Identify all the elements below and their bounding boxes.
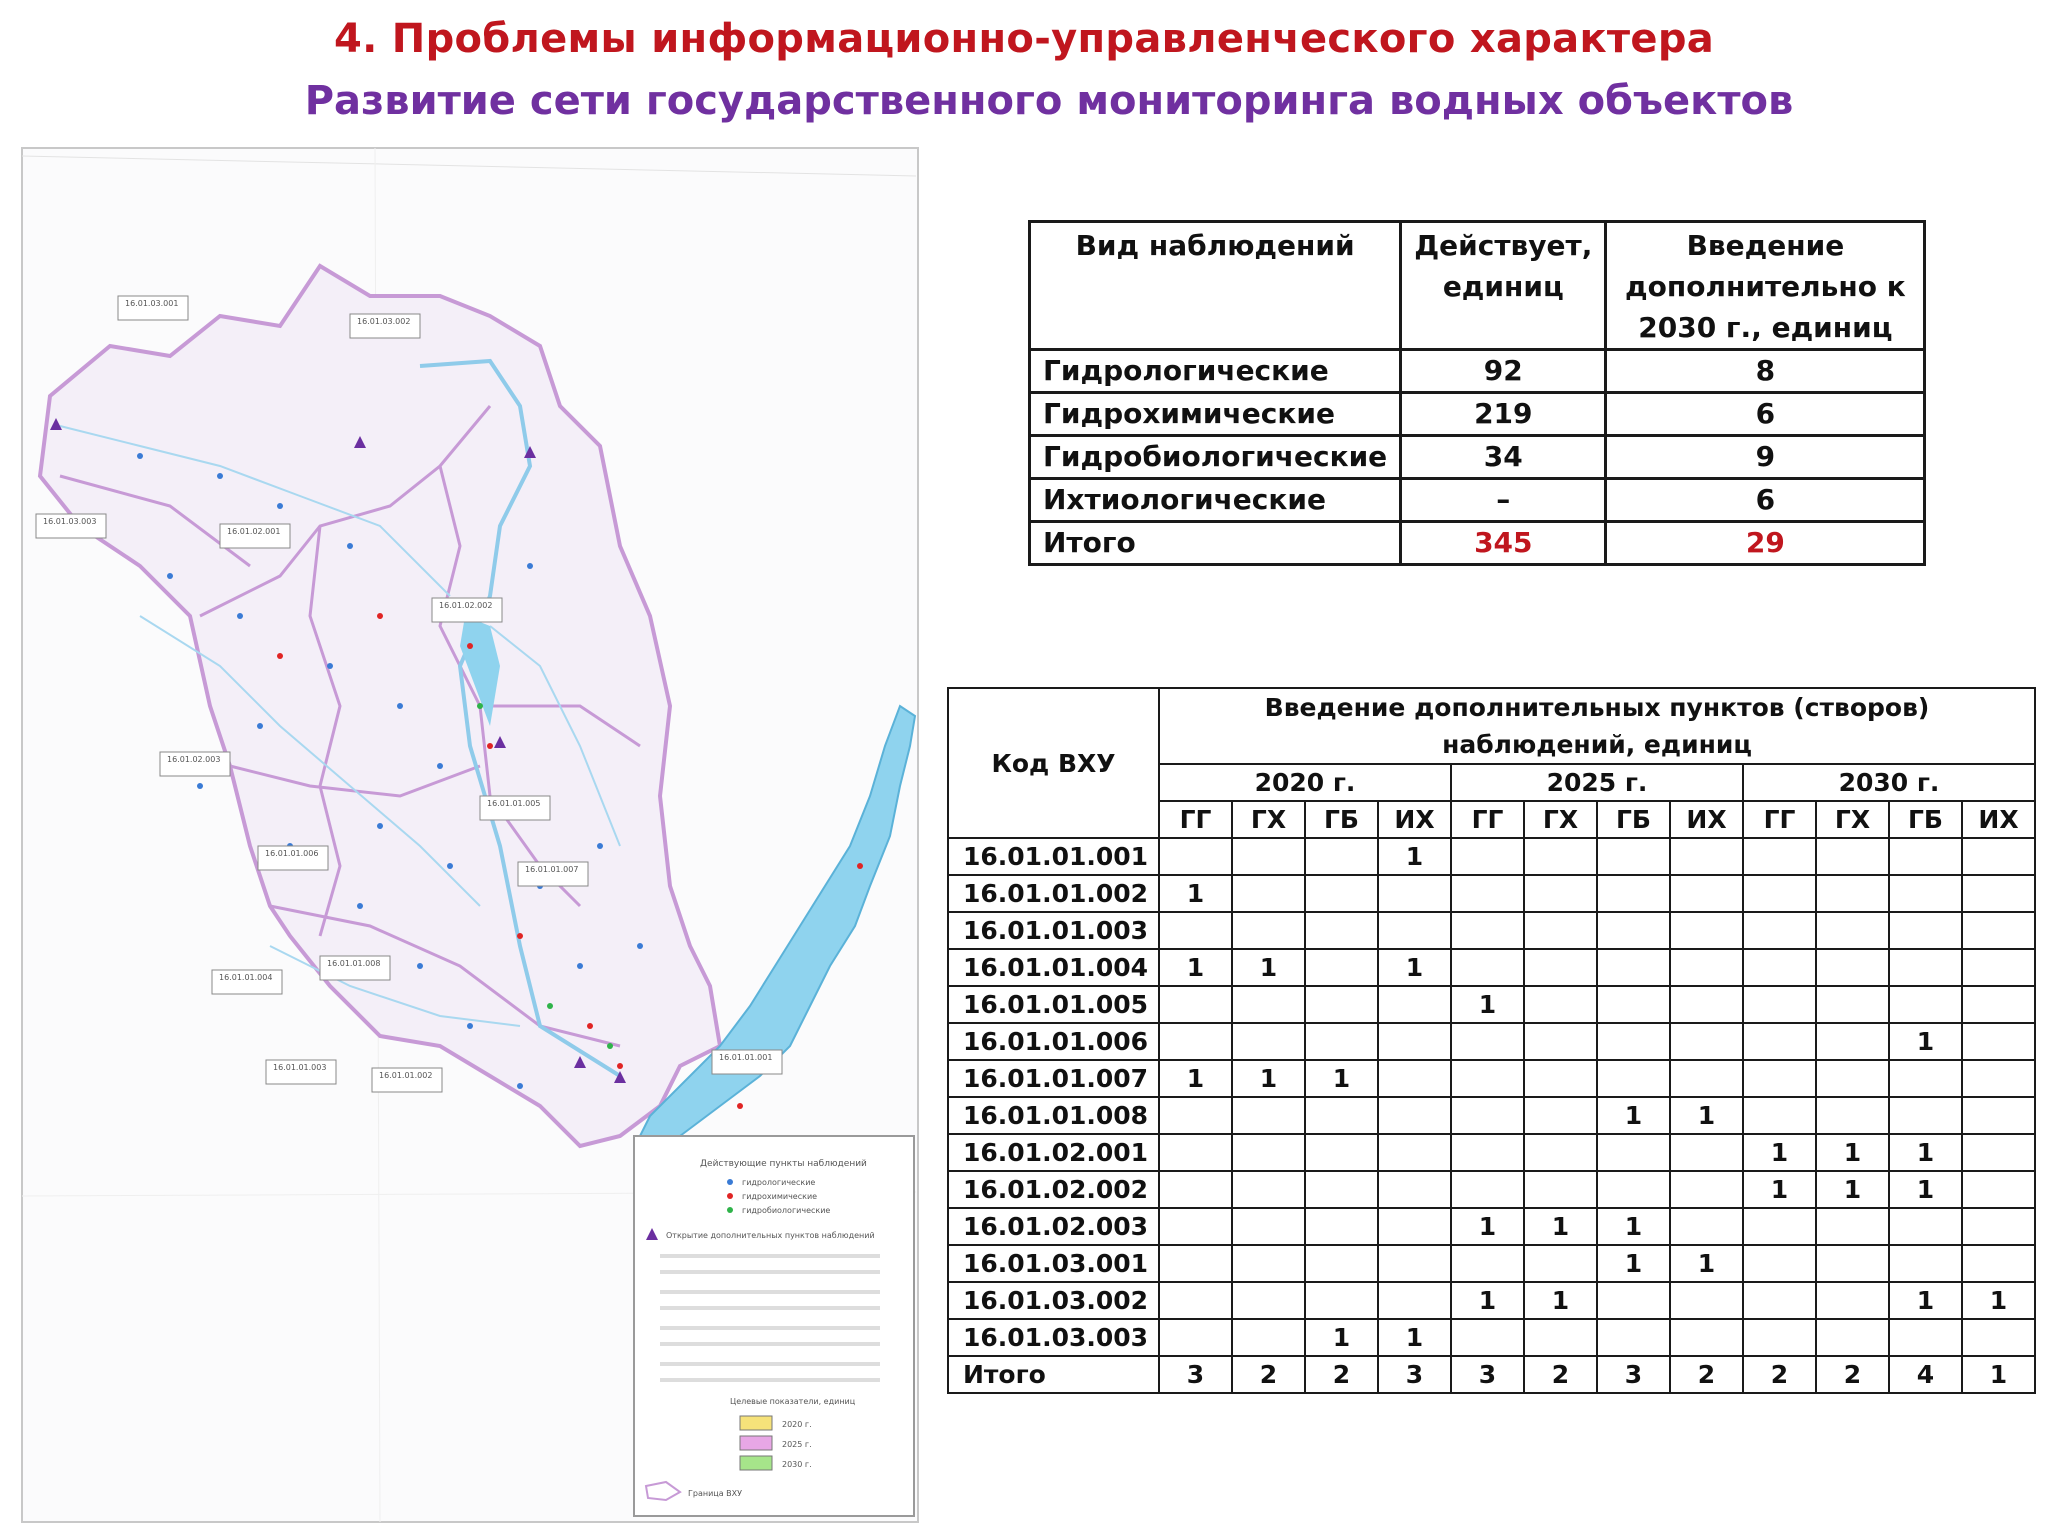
table-cell [1597,875,1670,912]
vhu-code: 16.01.02.001 [948,1134,1159,1171]
table-cell: 1 [1889,1171,1962,1208]
table-cell [1670,949,1743,986]
table-cell [1451,1060,1524,1097]
table-cell [1378,1208,1451,1245]
table-cell [1451,949,1524,986]
table-cell [1889,986,1962,1023]
svg-text:2030 г.: 2030 г. [782,1460,812,1469]
table-row [948,1208,2035,1245]
table-cell [1743,986,1816,1023]
table-cell [1962,1134,2035,1171]
table-cell [1670,875,1743,912]
table-cell: 1 [1159,949,1232,986]
table-cell [1597,912,1670,949]
table-cell [1889,1060,1962,1097]
map-label: 16.01.01.007 [525,865,579,874]
table-cell [1451,838,1524,875]
table-cell [1597,949,1670,986]
table-row [948,875,2035,912]
map-label: 16.01.02.002 [439,601,493,610]
table-cell: 1 [1451,986,1524,1023]
col-header-added: Введение дополнительно к 2030 г., единиц [1606,222,1925,350]
vhu-code: 16.01.03.001 [948,1245,1159,1282]
vhu-code: 16.01.01.004 [948,949,1159,986]
svg-text:гидрологические: гидрологические [742,1178,816,1187]
table-cell [1889,1097,1962,1134]
table-cell [1232,912,1305,949]
type-header: ГБ [1889,801,1962,838]
table-cell [1232,1208,1305,1245]
table-cell [1524,875,1597,912]
table-cell [1889,838,1962,875]
table-row [948,1171,2035,1208]
table-cell [1670,1208,1743,1245]
table-cell: 1 [1743,1171,1816,1208]
table-cell [1816,1245,1889,1282]
table-cell: 1 [1670,1245,1743,1282]
vhu-code: 16.01.03.003 [948,1319,1159,1356]
table-cell [1889,949,1962,986]
table-cell [1670,1171,1743,1208]
table-row [948,912,2035,949]
table-cell: 1 [1597,1208,1670,1245]
type-header: ГХ [1816,801,1889,838]
vhu-code: 16.01.01.001 [948,838,1159,875]
table-cell [1524,986,1597,1023]
svg-text:Целевые показатели, единиц: Целевые показатели, единиц [730,1397,856,1406]
table-cell: 1 [1816,1171,1889,1208]
vhu-code: 16.01.01.007 [948,1060,1159,1097]
table-cell [1524,949,1597,986]
table-cell [1232,1319,1305,1356]
type-header: ГХ [1232,801,1305,838]
table-cell [1962,1097,2035,1134]
table-cell [1159,1319,1232,1356]
table-cell [1597,1319,1670,1356]
table-row: Ихтиологические – 6 [1030,479,1925,522]
table-row [948,1282,2035,1319]
basin-map [20,146,920,1524]
table-cell [1743,1245,1816,1282]
type-header: ГБ [1597,801,1670,838]
table-cell [1743,1097,1816,1134]
col-header-active: Действует, единиц [1401,222,1606,350]
table-cell [1743,1060,1816,1097]
table-cell [1816,1097,1889,1134]
table-row [948,1097,2035,1134]
table-cell [1378,1134,1451,1171]
table-cell [1305,1245,1378,1282]
type-header: ГБ [1305,801,1378,838]
table-cell [1232,875,1305,912]
table-total-row [948,1356,2035,1393]
table-cell [1816,838,1889,875]
table-cell: 1 [1232,1060,1305,1097]
vhu-code: 16.01.01.005 [948,986,1159,1023]
svg-text:2025 г.: 2025 г. [782,1440,812,1449]
table-cell: 3 [1597,1356,1670,1393]
table-cell: 2 [1305,1356,1378,1393]
table-cell: 3 [1378,1356,1451,1393]
svg-text:2020 г.: 2020 г. [782,1420,812,1429]
table-cell [1816,875,1889,912]
table-cell: 3 [1451,1356,1524,1393]
table-cell [1889,1319,1962,1356]
table-cell [1889,1208,1962,1245]
table-cell [1962,838,2035,875]
table-cell [1378,1171,1451,1208]
svg-text:Граница ВХУ: Граница ВХУ [688,1489,743,1498]
table-cell [1305,1282,1378,1319]
table-cell [1305,1097,1378,1134]
table-cell [1378,986,1451,1023]
table-cell [1159,1097,1232,1134]
table-cell [1378,1282,1451,1319]
table-row [948,838,2035,875]
table-cell [1962,949,2035,986]
vhu-code: 16.01.03.002 [948,1282,1159,1319]
table-cell [1378,1245,1451,1282]
table-cell [1159,838,1232,875]
table-cell [1159,1245,1232,1282]
table-cell [1743,949,1816,986]
table-cell [1670,912,1743,949]
vhu-code: 16.01.01.002 [948,875,1159,912]
table-cell [1305,912,1378,949]
observation-summary-table [1028,220,1926,566]
table-cell: 1 [1305,1319,1378,1356]
table-cell [1743,1208,1816,1245]
table-cell: 1 [1889,1023,1962,1060]
table-row [948,1023,2035,1060]
table-cell [1378,1097,1451,1134]
table-cell [1305,949,1378,986]
table-cell [1889,875,1962,912]
table-cell [1451,1023,1524,1060]
table-header-row [1030,222,1925,350]
slide-title: 4. Проблемы информационно-управленческого характера [333,16,1715,62]
table-row: Гидробиологические 34 9 [1030,436,1925,479]
table-cell [1743,1319,1816,1356]
table-cell [1232,838,1305,875]
table-cell: 1 [1378,949,1451,986]
year-header: 2025 г. [1451,764,1743,801]
table-cell [1670,1282,1743,1319]
table-cell: 2 [1232,1356,1305,1393]
type-header: ГГ [1159,801,1232,838]
table-cell [1597,1282,1670,1319]
table-cell: 1 [1305,1060,1378,1097]
map-label: 16.01.01.004 [219,973,273,982]
table-cell [1159,1208,1232,1245]
vhu-code: 16.01.02.002 [948,1171,1159,1208]
slide-subtitle: Развитие сети государственного мониторинга водных объектов [304,78,1794,124]
table-cell [1451,1097,1524,1134]
table-cell: 1 [1451,1208,1524,1245]
type-header: ИХ [1962,801,2035,838]
map-label: 16.01.03.002 [357,317,411,326]
map-label: 16.01.02.001 [227,527,281,536]
map-label: 16.01.01.005 [487,799,541,808]
table-cell [1159,1171,1232,1208]
table-cell [1743,838,1816,875]
table-cell: 2 [1816,1356,1889,1393]
table-cell [1816,1023,1889,1060]
table-cell: 1 [1378,838,1451,875]
table-cell [1597,1171,1670,1208]
table-cell [1816,1282,1889,1319]
table-cell [1962,1060,2035,1097]
table-cell [1597,1134,1670,1171]
table-cell: 1 [1159,875,1232,912]
table-cell [1597,1060,1670,1097]
table-cell [1232,1245,1305,1282]
svg-text:Открытие дополнительных пункто: Открытие дополнительных пунктов наблюдений [666,1231,875,1240]
table-cell [1962,912,2035,949]
table-cell: 1 [1232,949,1305,986]
table-cell [1378,1023,1451,1060]
map-label: 16.01.03.001 [125,299,179,308]
map-label: 16.01.03.003 [43,517,97,526]
table-cell [1743,912,1816,949]
table-cell [1451,1134,1524,1171]
table-cell [1524,1097,1597,1134]
table-cell [1232,1023,1305,1060]
table-cell [1451,875,1524,912]
table-cell [1232,1134,1305,1171]
table-cell: 1 [1597,1245,1670,1282]
table-cell [1305,1171,1378,1208]
table-cell [1451,912,1524,949]
table-cell [1670,1060,1743,1097]
col-header-type: Вид наблюдений [1030,222,1401,350]
table-cell: 3 [1159,1356,1232,1393]
table-cell [1743,1282,1816,1319]
table-row: Гидрохимические 219 6 [1030,393,1925,436]
type-header: ИХ [1378,801,1451,838]
table-cell [1232,1282,1305,1319]
table-cell [1524,1134,1597,1171]
table-cell: 1 [1451,1282,1524,1319]
type-header: ИХ [1670,801,1743,838]
table-row [948,1060,2035,1097]
type-header: ГГ [1743,801,1816,838]
vhu-code: 16.01.01.006 [948,1023,1159,1060]
table-cell [1816,949,1889,986]
legend-title: Действующие пункты наблюдений [700,1159,867,1169]
table-cell: 4 [1889,1356,1962,1393]
table-cell [1524,1023,1597,1060]
map-label: 16.01.01.008 [327,959,381,968]
table-cell [1159,1023,1232,1060]
table-cell [1597,986,1670,1023]
table-cell [1305,875,1378,912]
vhu-code: Итого [948,1356,1159,1393]
table-cell: 1 [1816,1134,1889,1171]
table-row [948,1245,2035,1282]
table-cell [1524,1245,1597,1282]
table-cell [1305,1208,1378,1245]
map-label: 16.01.01.003 [273,1063,327,1072]
type-header: ГХ [1524,801,1597,838]
table-cell: 1 [1743,1134,1816,1171]
table-cell: 1 [1524,1208,1597,1245]
table-cell [1962,1171,2035,1208]
table-cell [1962,1023,2035,1060]
table-cell [1159,986,1232,1023]
vhu-code: 16.01.01.008 [948,1097,1159,1134]
map-legend [634,1136,914,1516]
col-header-code: Код ВХУ [948,688,1159,838]
table-cell [1305,1134,1378,1171]
table-cell [1159,1134,1232,1171]
table-cell [1451,1319,1524,1356]
table-cell [1816,1319,1889,1356]
table-cell [1524,1060,1597,1097]
table-cell [1743,1023,1816,1060]
table-cell [1889,1245,1962,1282]
table-cell: 1 [1670,1097,1743,1134]
table-cell: 1 [1597,1097,1670,1134]
table-cell [1670,986,1743,1023]
map-label: 16.01.01.002 [379,1071,433,1080]
table-cell [1378,1060,1451,1097]
table-cell [1597,838,1670,875]
table-cell [1159,912,1232,949]
svg-text:гидробиологические: гидробиологические [742,1206,831,1215]
table-cell: 1 [1524,1282,1597,1319]
table-cell [1305,838,1378,875]
table-cell [1816,912,1889,949]
table-cell [1670,1319,1743,1356]
col-header-main: Введение дополнительных пунктов (створов) наблюдений, единиц [1159,688,2035,764]
svg-text:гидрохимические: гидрохимические [742,1192,818,1201]
map-label: 16.01.01.006 [265,849,319,858]
table-cell: 2 [1524,1356,1597,1393]
table-cell: 1 [1962,1356,2035,1393]
table-cell: 1 [1889,1282,1962,1319]
year-header: 2030 г. [1743,764,2035,801]
table-cell [1232,1171,1305,1208]
table-cell [1962,1319,2035,1356]
table-cell [1670,838,1743,875]
table-cell [1962,986,2035,1023]
table-cell [1743,875,1816,912]
table-cell [1378,912,1451,949]
type-header: ГГ [1451,801,1524,838]
map-label: 16.01.01.001 [719,1053,773,1062]
table-cell [1524,838,1597,875]
table-cell [1305,1023,1378,1060]
table-cell [1524,912,1597,949]
table-cell: 1 [1378,1319,1451,1356]
table-cell [1816,986,1889,1023]
table-row [948,949,2035,986]
table-cell [1670,1134,1743,1171]
table-cell [1816,1060,1889,1097]
table-cell [1962,1245,2035,1282]
table-cell: 2 [1670,1356,1743,1393]
table-cell [1232,1097,1305,1134]
table-row [948,1134,2035,1171]
table-cell [1597,1023,1670,1060]
table-cell [1159,1282,1232,1319]
table-cell: 1 [1962,1282,2035,1319]
table-cell [1962,1208,2035,1245]
table-row: Гидрологические 92 8 [1030,350,1925,393]
table-cell: 1 [1889,1134,1962,1171]
table-total-row: Итого 345 29 [1030,522,1925,565]
year-header: 2020 г. [1159,764,1451,801]
table-cell [1451,1171,1524,1208]
vhu-code: 16.01.02.003 [948,1208,1159,1245]
table-cell: 1 [1159,1060,1232,1097]
table-cell [1305,986,1378,1023]
table-row [948,986,2035,1023]
table-cell [1378,875,1451,912]
table-cell [1232,986,1305,1023]
map-label: 16.01.02.003 [167,755,221,764]
table-cell [1889,912,1962,949]
table-row [948,1319,2035,1356]
table-cell [1524,1171,1597,1208]
table-cell [1962,875,2035,912]
additional-points-table [947,687,2036,1394]
table-cell [1524,1319,1597,1356]
table-cell: 2 [1743,1356,1816,1393]
vhu-code: 16.01.01.003 [948,912,1159,949]
table-cell [1816,1208,1889,1245]
table-cell [1670,1023,1743,1060]
table-cell [1451,1245,1524,1282]
